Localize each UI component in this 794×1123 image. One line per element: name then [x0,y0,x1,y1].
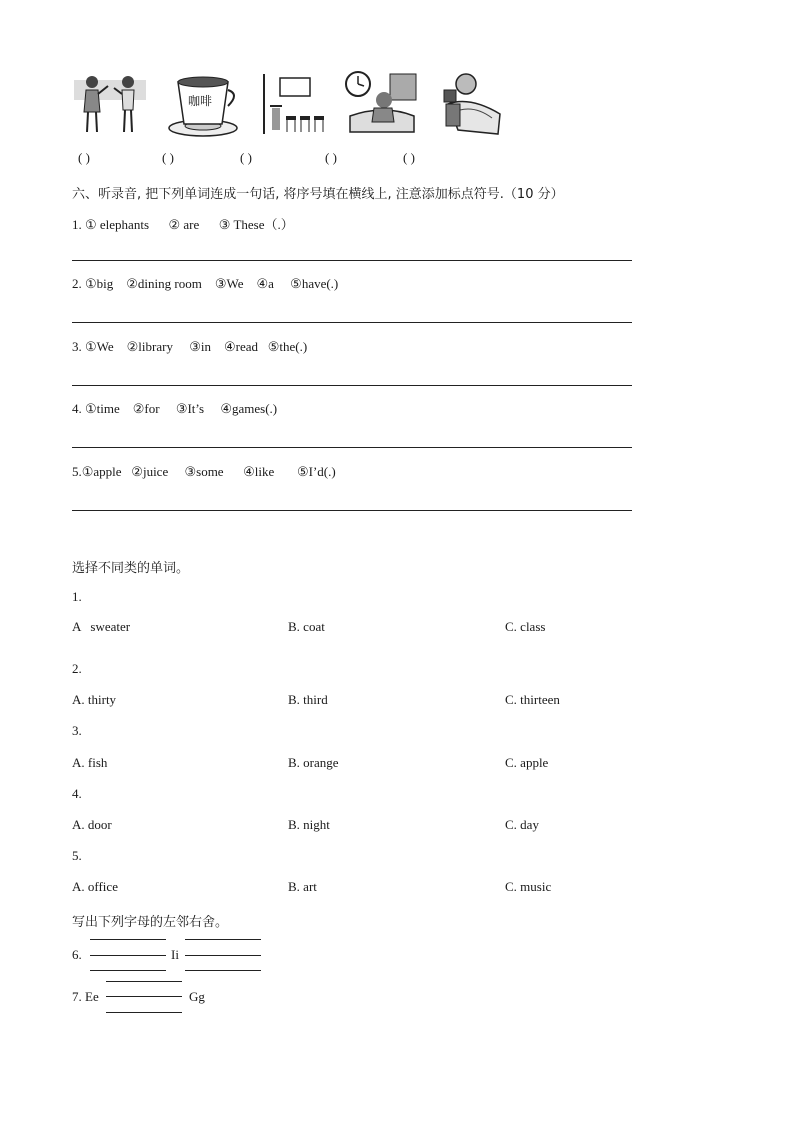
option-a[interactable]: A sweater [72,619,131,634]
answer-line-1[interactable] [72,260,632,261]
answer-line-3[interactable] [72,385,632,386]
question-number: 4. [72,786,82,801]
classroom-icon [258,70,330,143]
given-letter-right: Gg [189,989,205,1004]
cup-label: 咖啡 [188,94,213,108]
letter-writing-line[interactable] [185,970,261,971]
option-c[interactable]: C. thirteen [505,692,560,707]
option-b[interactable]: B. night [288,817,330,832]
two-children-greeting-icon [72,70,148,143]
question-number: 1. [72,589,82,604]
section6-item-4: 4. ①time ②for ③It’s ④games(.) [72,401,278,416]
option-a[interactable]: A. fish [72,755,108,770]
picture-answer-blank-1[interactable]: ( ) [78,150,90,165]
letter-writing-line[interactable] [185,939,261,940]
given-letter: Ii [171,947,179,962]
question-number: 5. [72,848,82,863]
option-a[interactable]: A. door [72,817,112,832]
letter-writing-line[interactable] [106,1012,182,1013]
option-b[interactable]: B. orange [288,755,339,770]
letter-writing-line[interactable] [90,955,166,956]
answer-line-5[interactable] [72,510,632,511]
letters-section-title: 写出下列字母的左邻右舍。 [72,915,229,930]
picture-answer-blank-4[interactable]: ( ) [325,150,337,165]
answer-line-2[interactable] [72,322,632,323]
odd-section-title: 选择不同类的单词。 [72,561,190,576]
section6-item-1: 1. ① elephants ② are ③ These（.） [72,217,294,232]
answer-line-4[interactable] [72,447,632,448]
letter-writing-line[interactable] [106,996,182,997]
picture-answer-blank-2[interactable]: ( ) [162,150,174,165]
option-b[interactable]: B. third [288,692,328,707]
option-b[interactable]: B. coat [288,619,325,634]
option-b[interactable]: B. art [288,879,317,894]
option-c[interactable]: C. apple [505,755,549,770]
coffee-cup-icon [166,70,240,143]
option-a[interactable]: A. thirty [72,692,117,707]
section6-item-5: 5.①apple ②juice ③some ④like ⑤I’d(.) [72,464,336,479]
option-c[interactable]: C. class [505,619,546,634]
sleeping-child-icon [440,70,506,143]
letter-writing-line[interactable] [90,970,166,971]
section6-item-2: 2. ①big ②dining room ③We ④a ⑤have(.) [72,276,339,291]
section6-item-3: 3. ①We ②library ③in ④read ⑤the(.) [72,339,308,354]
question-number: 2. [72,661,82,676]
option-c[interactable]: C. music [505,879,552,894]
picture-answer-blank-3[interactable]: ( ) [240,150,252,165]
letter-writing-line[interactable] [185,955,261,956]
letter-writing-line[interactable] [106,981,182,982]
option-a[interactable]: A. office [72,879,118,894]
question-number: 6. [72,947,82,962]
section6-title: 六、听录音, 把下列单词连成一句话, 将序号填在横线上, 注意添加标点符号.（10 分） [72,187,564,202]
given-letter-left: 7. Ee [72,989,99,1004]
option-c[interactable]: C. day [505,817,539,832]
picture-answer-blank-5[interactable]: ( ) [403,150,415,165]
question-number: 3. [72,723,82,738]
letter-writing-line[interactable] [90,939,166,940]
clock-morning-icon [344,70,420,143]
